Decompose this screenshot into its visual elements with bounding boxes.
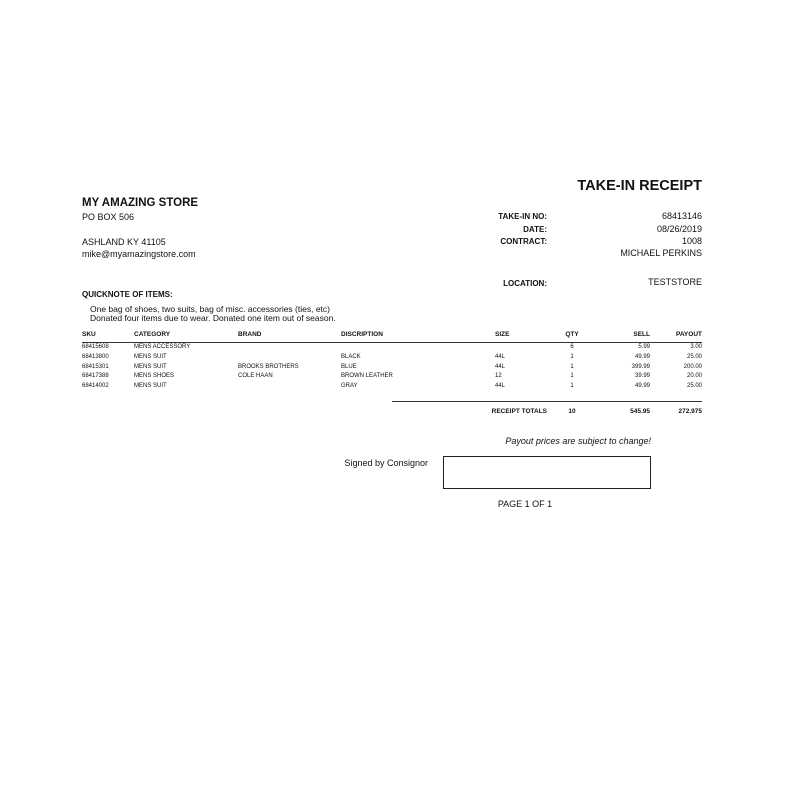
date-value: 08/26/2019 xyxy=(656,224,702,234)
cell-size: 12 xyxy=(495,373,502,380)
col-header-payout: PAYOUT xyxy=(675,331,702,338)
payout-disclaimer: Payout prices are subject to change! xyxy=(505,436,651,446)
cell-category: MENS SUIT xyxy=(134,383,167,390)
cell-payout: 3.00 xyxy=(690,344,702,350)
receipt-totals-label: RECEIPT TOTALS xyxy=(491,408,547,415)
cell-sku: 68414002 xyxy=(82,383,109,390)
cell-category: MENS SUIT xyxy=(134,353,167,360)
store-email: mike@myamazingstore.com xyxy=(82,249,196,259)
cell-description: GRAY xyxy=(341,383,358,390)
col-header-sku: SKU xyxy=(82,331,96,338)
col-header-description: DISCRIPTION xyxy=(341,331,383,338)
cell-sku: 68415608 xyxy=(82,344,109,350)
col-header-brand: BRAND xyxy=(238,331,262,338)
cell-payout: 20.00 xyxy=(686,373,702,380)
totals-rule xyxy=(392,401,702,402)
cell-brand: COLE HAAN xyxy=(238,373,273,380)
cell-qty: 1 xyxy=(570,373,574,380)
cell-payout: 25.00 xyxy=(686,353,702,360)
col-header-qty: QTY xyxy=(565,331,579,338)
col-header-sell: SELL xyxy=(633,331,650,338)
cell-brand: BROOKS BROTHERS xyxy=(238,363,299,370)
store-name: MY AMAZING STORE xyxy=(82,197,199,209)
quicknote-title: QUICKNOTE OF ITEMS: xyxy=(82,290,173,299)
table-row xyxy=(0,364,800,374)
takein-number-label: TAKE-IN NO: xyxy=(498,212,547,221)
col-header-size: SIZE xyxy=(495,331,510,338)
signature-box[interactable] xyxy=(443,456,651,489)
table-row xyxy=(0,344,800,354)
signature-label: Signed by Consignor xyxy=(344,458,428,468)
cell-qty: 1 xyxy=(570,363,574,370)
store-city-state-zip: ASHLAND KY 41105 xyxy=(82,237,166,247)
cell-size: 44L xyxy=(495,363,506,370)
cell-sell: 5.99 xyxy=(638,344,650,350)
cell-description: BLUE xyxy=(341,363,357,370)
table-row xyxy=(0,373,800,383)
store-address-line: PO BOX 506 xyxy=(82,212,135,222)
cell-category: MENS SUIT xyxy=(134,363,167,370)
page-number: PAGE 1 OF 1 xyxy=(497,499,553,509)
cell-qty: 1 xyxy=(570,383,574,390)
contract-label: CONTRACT: xyxy=(500,237,547,246)
cell-sell: 49.99 xyxy=(634,383,650,390)
total-sell: 545.95 xyxy=(630,408,650,415)
cell-payout: 25.00 xyxy=(686,383,702,390)
table-row xyxy=(0,354,800,364)
receipt-title: TAKE-IN RECEIPT xyxy=(577,178,702,194)
contract-value: 1008 xyxy=(681,236,702,246)
table-row xyxy=(0,383,800,393)
takein-number-value: 68413146 xyxy=(661,211,702,221)
cell-category: MENS ACCESSORY xyxy=(134,344,191,350)
quicknote-line: One bag of shoes, two suits, bag of misc. accessories (ties, etc) xyxy=(90,304,330,314)
cell-sell: 39.99 xyxy=(634,373,650,380)
cell-sell: 399.99 xyxy=(631,363,650,370)
cell-sku: 68413800 xyxy=(82,353,109,360)
cell-size: 44L xyxy=(495,383,506,390)
location-value: TESTSTORE xyxy=(648,277,702,287)
cell-qty: 1 xyxy=(570,353,574,360)
cell-sell: 49.99 xyxy=(634,353,650,360)
col-header-category: CATEGORY xyxy=(134,331,171,338)
consignor-name: MICHAEL PERKINS xyxy=(620,248,702,258)
cell-description: BLACK xyxy=(341,353,361,360)
cell-payout: 200.00 xyxy=(683,363,702,370)
cell-category: MENS SHOES xyxy=(134,373,175,380)
quicknote-line: Donated four items due to wear. Donated one item out of season. xyxy=(90,313,336,323)
cell-description: BROWN LEATHER xyxy=(341,373,393,380)
total-qty: 10 xyxy=(568,408,576,415)
cell-sku: 68417388 xyxy=(82,373,109,380)
cell-qty: 6 xyxy=(570,344,574,350)
total-payout: 272.975 xyxy=(678,408,702,415)
cell-sku: 68415301 xyxy=(82,363,109,370)
header-rule xyxy=(82,342,702,343)
location-label: LOCATION: xyxy=(503,279,547,288)
cell-size: 44L xyxy=(495,353,506,360)
date-label: DATE: xyxy=(523,225,547,234)
